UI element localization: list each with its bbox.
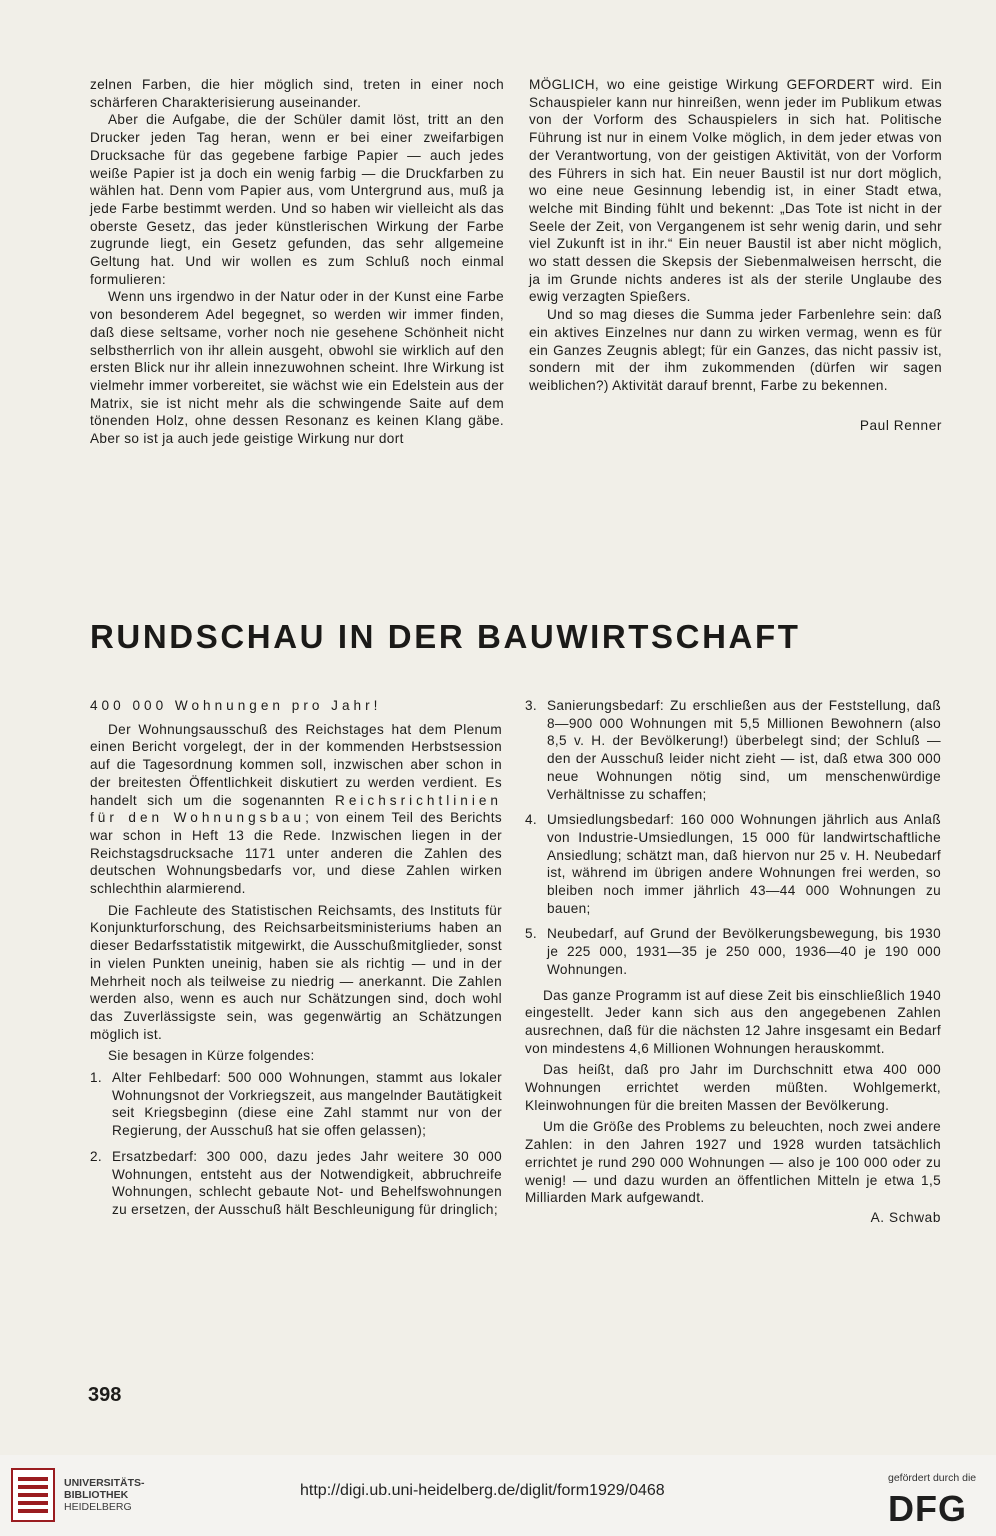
text-run: ; von einem Teil des Berichts war schon in Heft 13 die Rede. Inzwischen liegen in der Reichstagsdrucksache 1171 unter anderen die Zahlen des deutschen Wohnungsbedarfs vor, und diese Zahlen wirken schlechthin alarmierend. xyxy=(90,810,502,897)
list-item-text: Umsiedlungsbedarf: 160 000 Wohnungen jährlich aus Anlaß von Industrie-Umsiedlungen, 15 000 für landwirtschaftliche Ansiedlung; schätzt man, daß hiervon nur 25 v. H. Neubedarf ist, während im übrigen andere Wohnungen frei werden, so bleiben noch immer jährlich 43—44 000 Wohnungen zu bauen; xyxy=(547,812,941,916)
paragraph: Wenn uns irgendwo in der Natur oder in der Kunst eine Farbe von besonderem Adel begegnet, so werden wir immer finden, daß diese seltsame, vorher noch nie gesehene Schönheit nicht selbstherrlich von ihr allein ausgeht, obwohl sie wirklich auf den ersten Blick nur ihr allein innezuwohnen scheint. Ihre Wirkung ist vielmehr immer vorbereitet, sie wächst wie ein Edelstein aus der Matrix, sie ist nicht mehr als die schwingende Saite auf dem tönenden Holz, ohne dessen Resonanz es keinen Klang gäbe. Aber so ist ja auch jede geistige Wirkung nur dort xyxy=(90,289,504,447)
list-item xyxy=(90,1148,502,1219)
page-number: 398 xyxy=(88,1384,122,1406)
list-item-text: Sanierungsbedarf: Zu erschließen aus der Feststellung, daß 8—900 000 Wohnungen mit 5,5 Millionen Bewohnern (also 8,5 v. H. der Bevölkerung!) überbelegt sind; der Schluß — den der Ausschuß leider nicht zieht — ist, daß etwa 300 000 neue Wohnungen nötig sind, um menschenwürdige Verhältnisse zu schaffen; xyxy=(547,698,941,802)
permalink-url[interactable]: http://digi.ub.uni-heidelberg.de/diglit/form1929/0468 xyxy=(300,1482,665,1499)
subheading xyxy=(90,697,502,715)
subheading-text: 400 000 Wohnungen pro Jahr! xyxy=(90,698,382,713)
paragraph: MÖGLICH, wo eine geistige Wirkung GEFORDERT wird. Ein Schauspieler kann nur hinreißen, wenn jeder im Publikum etwas von der Vorform des Schauspielers in sich hat. Politische Führung ist nur in einem Volke möglich, in dem jeder etwas von der Verantwortung, von der geistigen Aktivität, von der Vorform des Führers in sich hat. Ein neuer Baustil ist nur dort möglich, wo eine neue Gesinnung lebendig ist, in einer Stadt etwa, welche mit Binding fühlt und bekennt: „Das Tote ist nicht in der Seele der Zeit, von Vergangenem ist sehr wenig darin, und sehr viel Zukunft ist in ihr.“ Ein neuer Baustil ist aber nicht möglich, wo statt dessen die Skepsis der Siebenmalweisen herrscht, die ja im Grunde nichts anderes ist als der sterile Unglaube des ewig verzagten Spießers. xyxy=(529,77,942,305)
author-signature: A. Schwab xyxy=(870,1209,941,1225)
library-name-line: BIBLIOTHEK xyxy=(64,1489,129,1501)
column-bottom-left xyxy=(90,697,502,1227)
text-run: Der Wohnungsausschuß des Reichstages hat dem Plenum einen Bericht vorgelegt, der in der kommenden Herbstsession auf die Tagesordnung kommen soll, inzwischen aber schon in der breitesten Öffentlichkeit diskutiert zu werden verdient. Es handelt sich um die sogenannten xyxy=(90,721,502,808)
list-item xyxy=(525,697,941,803)
list-item-text: Alter Fehlbedarf: 500 000 Wohnungen, stammt aus lokaler Wohnungsnot der Vorkriegszeit, aus mangelnder Bautätigkeit seit Kriegsbeginn (diese eine Zahl stammt nur von der Regierung, der Ausschuß hat sie offen gelassen); xyxy=(112,1070,502,1139)
numbered-list xyxy=(525,697,941,979)
library-name xyxy=(64,1477,145,1513)
section-headline: RUNDSCHAU IN DER BAUWIRTSCHAFT xyxy=(90,618,801,655)
emphasized-term: Reichsrichtlinien für den Wohnungsbau xyxy=(90,792,502,826)
paragraph: zelnen Farben, die hier möglich sind, treten in einer noch schärferen Charakterisierung auseinander. xyxy=(90,77,504,110)
paragraph: Um die Größe des Problems zu beleuchten, noch zwei andere Zahlen: in den Jahren 1927 und 1928 wurden tatsächlich errichtet je rund 290 000 Wohnungen — also je 100 000 oder zu wenig! — und dazu wurden an öffentlichen Mitteln je etwa 1,5 Milliarden Mark aufgewandt. xyxy=(525,1119,941,1206)
paragraph: Die Fachleute des Statistischen Reichsamts, des Instituts für Konjunkturforschung, des Reichsarbeitsministeriums haben an dieser Bedarfsstatistik mitgewirkt, die Ausschußmitglieder, sonst in vielen Punkten uneinig, haben sie als richtig — und in der Mehrheit noch als teilweise zu niedrig — anerkannt. Die Zahlen werden also, wenn es auch nur Schätzungen sind, doch wohl das Zuverlässigste sein, was gegenwärtig an Schätzungen möglich ist. xyxy=(90,902,502,1042)
digitization-footer xyxy=(0,1455,996,1536)
list-item-text: Neubedarf, auf Grund der Bevölkerungsbewegung, bis 1930 je 225 000, 1931—35 je 250 000, 1936—40 je 190 000 Wohnungen. xyxy=(547,926,941,977)
list-number: 1. xyxy=(90,1070,103,1086)
dfg-logo: DFG xyxy=(888,1488,967,1529)
list-number: 2. xyxy=(90,1148,103,1164)
paragraph: Das ganze Programm ist auf diese Zeit bis einschließlich 1940 eingestellt. Jeder kann sich aus den angegebenen Zahlen ausrechnen, daß für die nächsten 12 Jahre insgesamt ein Bedarf von mindestens 4,6 Millionen Wohnungen herauskommt. xyxy=(525,987,941,1056)
author-signature: Paul Renner xyxy=(859,417,942,433)
paragraph: Sie besagen in Kürze folgendes: xyxy=(108,1048,315,1064)
column-bottom-right xyxy=(525,697,941,1227)
column-top-right xyxy=(529,76,942,434)
paragraph: Das heißt, daß pro Jahr im Durchschnitt etwa 400 000 Wohnungen errichtet werden müßten. Wohlgemerkt, Kleinwohnungen für die breiten Massen der Bevölkerung. xyxy=(525,1062,941,1113)
list-number: 5. xyxy=(525,926,538,942)
library-name-line: UNIVERSITÄTS- xyxy=(64,1477,145,1489)
list-number: 4. xyxy=(525,812,538,828)
list-item xyxy=(90,1069,502,1140)
column-top-left xyxy=(90,76,504,448)
list-item xyxy=(525,925,941,978)
numbered-list xyxy=(90,1069,502,1219)
paragraph: Und so mag dieses die Summa jeder Farbenlehre sein: daß ein aktives Einzelnes nur dann zu wirken vermag, wenn es für ein Ganzes Zeugnis ablegt; für ein Ganzes, das nicht passiv ist, sondern mit der ihm zukommenden (dürfen wir sagen weiblichen?) Aktivität darauf brennt, Farbe zu bekennen. xyxy=(529,307,942,393)
list-item-text: Ersatzbedarf: 300 000, dazu jedes Jahr weitere 30 000 Wohnungen, entsteht aus der Notwendigkeit, abbruchreife Wohnungen, schlecht gebaute Not- und Behelfswohnungen zu ersetzen, der Ausschuß hält Beschleunigung für dringlich; xyxy=(112,1148,502,1217)
library-name-line: HEIDELBERG xyxy=(64,1501,132,1513)
paragraph xyxy=(90,721,502,898)
list-item xyxy=(525,811,941,917)
funding-note: gefördert durch die xyxy=(888,1472,977,1484)
list-number: 3. xyxy=(525,698,538,713)
university-seal-icon xyxy=(10,1467,56,1523)
paragraph: Aber die Aufgabe, die der Schüler damit löst, tritt an den Drucker jeden Tag heran, wenn er bei einer zweifarbigen Drucksache für das gegebene farbige Papier — auch jedes weiße Papier ist ja doch ein wenig farbig — die Druckfarben zu wählen hat. Denn vom Papier aus, vom Untergrund aus, muß ja jede Farbe bestimmt werden. Und so haben wir vielleicht als das oberste Gesetz, das jeder künstlerischen Wirkung der Farbe zugrunde liegt, ein Gesetz gefunden, das sehr allgemeine Geltung hat. Und wir wollen es zum Schluß noch einmal formulieren: xyxy=(90,112,504,287)
